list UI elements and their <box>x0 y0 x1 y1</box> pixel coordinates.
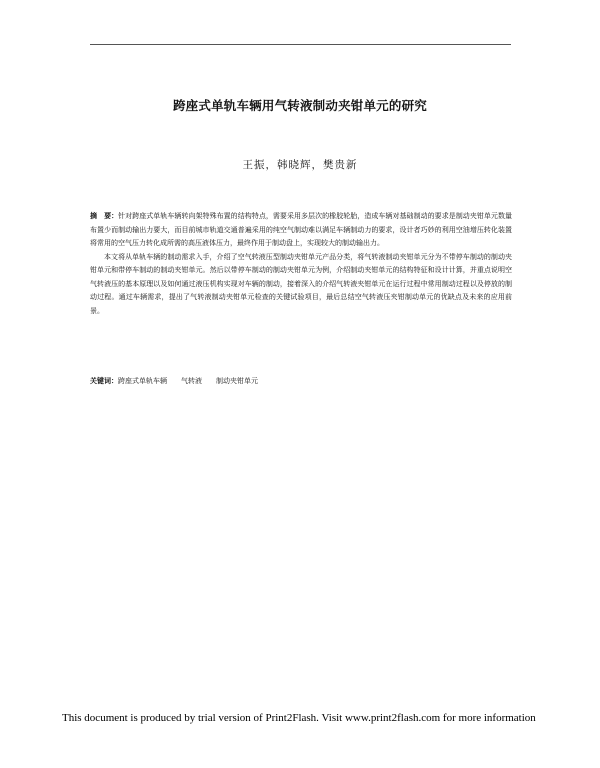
keyword-item: 气转液 <box>181 377 202 385</box>
keywords-label: 关键词： <box>90 377 118 385</box>
abstract-paragraph-1 <box>90 210 512 251</box>
trial-watermark-footer: This document is produced by trial version of Print2Flash. Visit www.print2flash.com for more information <box>62 712 536 724</box>
header-rule <box>90 44 511 45</box>
abstract-section <box>90 210 512 318</box>
abstract-paragraph-2: 本文将从单轨车辆的制动需求入手，介绍了空气转液压型制动夹钳单元产品分类，将气转液制动夹钳单元分为不带停车制动的制动夹钳单元和带停车制动的制动夹钳单元。然后以带停车制动的制动夹钳单元为例，介绍制动夹钳单元的结构特征和设计计算，并重点说明空气转液压的基本原理以及如何通过液压机构实现对车辆的制动，接着深入的介绍气转液夹钳单元在运行过程中常用制动过程以及停放的制动过程。通过车辆需求，提出了气转液制动夹钳单元检查的关键试验项目，最后总结空气转液压夹钳制动单元的优缺点及未来的应用前景。 <box>90 252 512 315</box>
abstract-label: 摘 要： <box>90 212 119 220</box>
abstract-text-1: 针对跨座式单轨车辆转向架特殊布置的结构特点，需要采用多层次的橡胶轮胎，造成车辆对基础制动的要求是制动夹钳单元数量布置少而制动输出力要大，而目前城市轨道交通普遍采用的纯空气制动难以满足车辆制动力的要求，设计者巧妙的利用空油增压转化装置将常用的空气压力转化成所需的高压液体压力，最终作用于制动盘上，实现较大的制动输出力。 <box>90 212 513 247</box>
paper-title: 跨座式单轨车辆用气转液制动夹钳单元的研究 <box>172 98 427 113</box>
keyword-item: 跨座式单轨车辆 <box>118 377 167 385</box>
keywords-section <box>90 375 512 387</box>
keyword-item: 制动夹钳单元 <box>216 377 258 385</box>
author-list: 王振，韩晓辉，樊贵新 <box>242 159 358 171</box>
